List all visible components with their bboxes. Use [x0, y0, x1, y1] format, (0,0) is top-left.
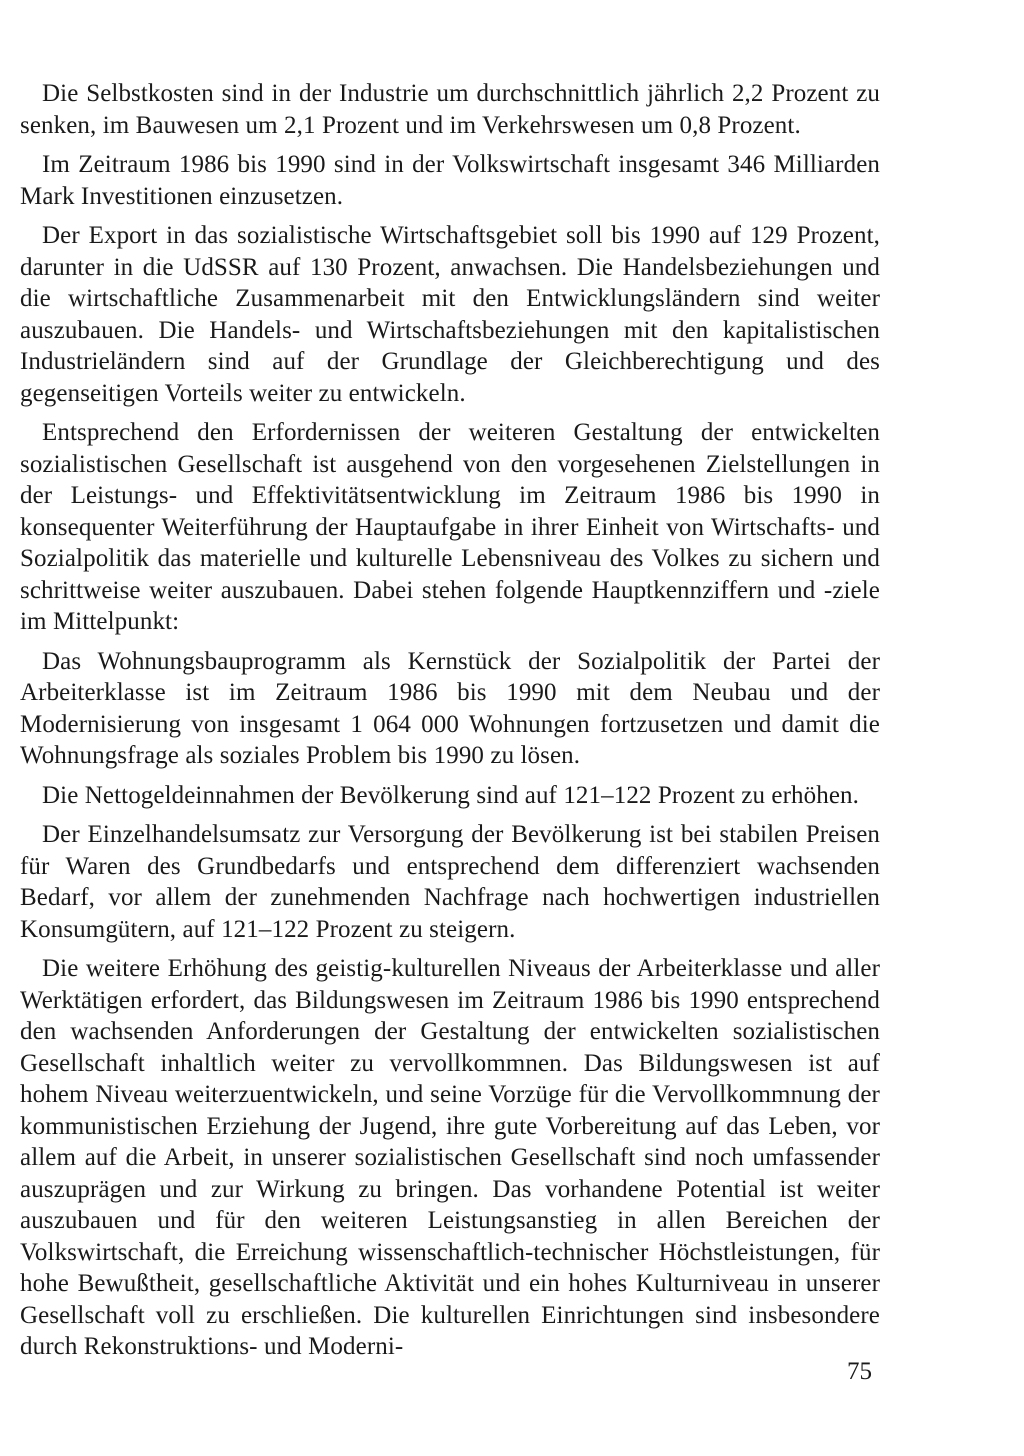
paragraph-investitionen: Im Zeitraum 1986 bis 1990 sind in der Volkswirtschaft insgesamt 346 Milliarden Mark Investitionen einzusetzen.	[20, 151, 880, 210]
paragraph-export: Der Export in das sozialistische Wirtschaftsgebiet soll bis 1990 auf 129 Prozent, darunter in die UdSSR auf 130 Prozent, anwachsen. Die Handelsbeziehungen und die wirtschaftliche Zusammenarbeit mit den Entwicklungsländern sind weiter auszubauen. Die Handels- und Wirtschaftsbeziehungen mit den kapitalistischen Industrieländern sind auf der Grundlage der Gleichberechtigung und des gegenseitigen Vorteils weiter zu entwickeln.	[20, 222, 880, 407]
paragraph-einzelhandel: Der Einzelhandelsumsatz zur Versorgung der Bevölkerung ist bei stabilen Preisen für Waren des Grundbedarfs und entsprechend dem differenziert wachsenden Bedarf, vor allem der zunehmenden Nachfrage nach hochwertigen industriellen Konsumgütern, auf 121–122 Prozent zu steigern.	[20, 821, 880, 943]
document-page	[20, 78, 880, 1371]
paragraph-wohnungsbau: Das Wohnungsbauprogramm als Kernstück der Sozialpolitik der Partei der Arbeiterklasse ist im Zeitraum 1986 bis 1990 mit dem Neubau und der Modernisierung von insgesamt 1 064 000 Wohnungen fortzusetzen und damit die Wohnungsfrage als soziales Problem bis 1990 zu lösen.	[20, 647, 880, 769]
paragraph-selbstkosten: Die Selbstkosten sind in der Industrie um durchschnittlich jährlich 2,2 Prozent zu senken, im Bauwesen um 2,1 Prozent und im Verkehrswesen um 0,8 Prozent.	[20, 80, 880, 139]
paragraph-bildungswesen: Die weitere Erhöhung des geistig-kulturellen Niveaus der Arbeiterklasse und aller Werktätigen erfordert, das Bildungswesen im Zeitraum 1986 bis 1990 entsprechend den wachsenden Anforderungen der Gestaltung der entwickelten sozialistischen Gesellschaft inhaltlich weiter zu vervollkommnen. Das Bildungswesen ist auf hohem Niveau weiterzuentwickeln, und seine Vorzüge für die Vervollkommnung der kommunistischen Erziehung der Jugend, ihre gute Vorbereitung auf das Leben, vor allem auf die Arbeit, in unserer sozialistischen Gesellschaft sind noch umfassender auszuprägen und zur Wirkung zu bringen. Das vorhandene Potential ist weiter auszubauen und für den weiteren Leistungsanstieg in allen Bereichen der Volkswirtschaft, die Erreichung wissenschaftlich-technischer Höchstleistungen, für hohe Bewußtheit, gesellschaftliche Aktivität und ein hohes Kulturniveau in unserer Gesellschaft voll zu erschließen. Die kulturellen Einrichtungen sind insbesondere durch Rekonstruktions- und Moderni-	[20, 955, 880, 1360]
page-number: 75	[847, 1358, 872, 1385]
paragraph-nettogeldeinnahmen: Die Nettogeldeinnahmen der Bevölkerung sind auf 121–122 Prozent zu erhöhen.	[42, 781, 859, 809]
paragraph-lebensniveau: Entsprechend den Erfordernissen der weiteren Gestaltung der entwickelten sozialistischen Gesellschaft ist ausgehend von den vorgesehenen Zielstellungen in der Leistungs- und Effektivitätsentwicklung im Zeitraum 1986 bis 1990 in konsequenter Weiterführung der Hauptaufgabe in ihrer Einheit von Wirtschafts- und Sozialpolitik das materielle und kulturelle Lebensniveau des Volkes zu sichern und schrittweise weiter auszubauen. Dabei stehen folgende Hauptkennziffern und -ziele im Mittelpunkt:	[20, 419, 880, 635]
